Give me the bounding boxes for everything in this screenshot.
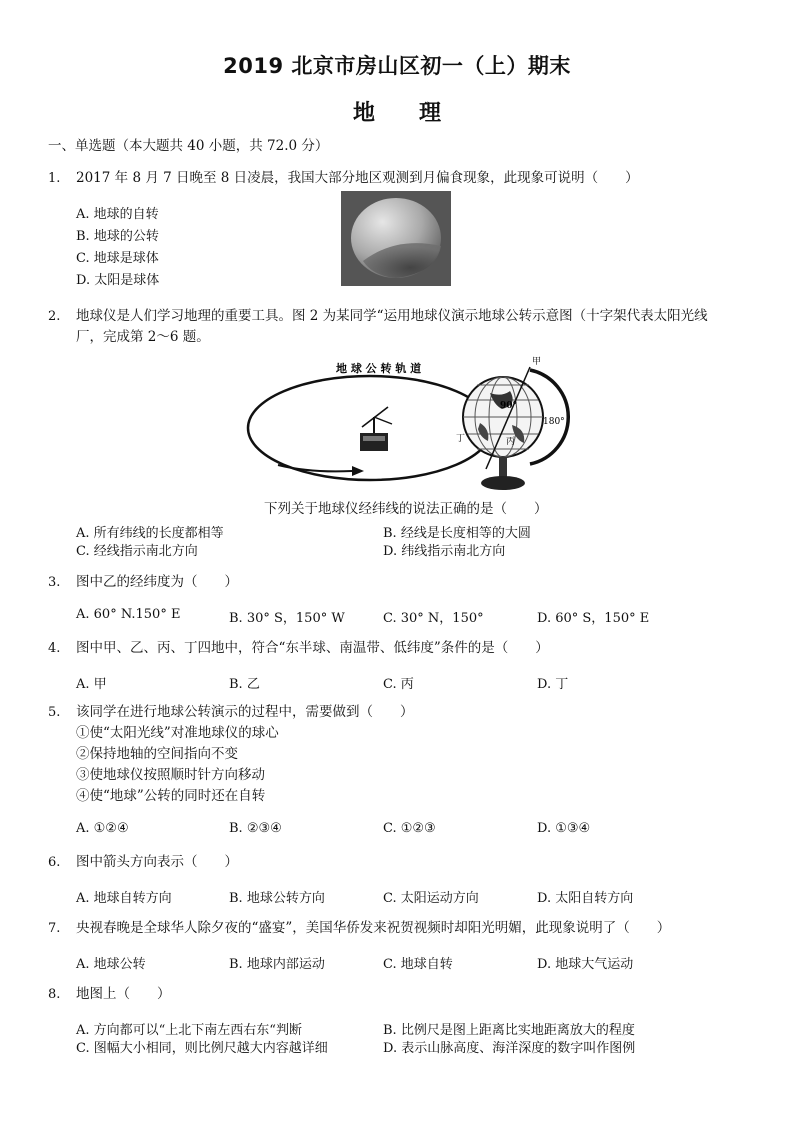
question-3-number: 3. — [48, 575, 61, 590]
moon-eclipse-photo — [341, 191, 451, 286]
earth-orbit-figure — [240, 345, 570, 500]
figure-label-ding: 丁 — [456, 434, 466, 444]
question-4-text: 图中甲、乙、丙、丁四地中，符合“东半球、南温带、低纬度”条件的是（ ） — [76, 640, 549, 656]
question-7-option-a: A. 地球公转 — [76, 957, 146, 972]
question-3-option-b: B. 30° S，150° W — [229, 611, 345, 626]
question-6-option-b: B. 地球公转方向 — [229, 891, 325, 906]
question-5-option-b: B. ②③④ — [229, 821, 282, 836]
question-6-option-a: A. 地球自转方向 — [76, 891, 172, 906]
question-2-option-c: C. 经线指示南北方向 — [76, 544, 198, 559]
question-8-number: 8. — [48, 987, 61, 1002]
question-6-option-c: C. 太阳运动方向 — [383, 891, 479, 906]
question-5-option-c: C. ①②③ — [383, 821, 436, 836]
question-3-option-d: D. 60° S，150° E — [537, 611, 650, 626]
question-4-option-a: A. 甲 — [76, 677, 107, 692]
figure-label-jia: 甲 — [532, 357, 542, 367]
subject-char-2: 理 — [419, 101, 442, 126]
question-2-option-b: B. 经线是长度相等的大圆 — [383, 526, 531, 541]
question-8-text: 地图上（ ） — [76, 986, 171, 1002]
question-2-option-d: D. 纬线指示南北方向 — [383, 544, 506, 559]
question-1-option-b: B. 地球的公转 — [76, 229, 159, 244]
question-4-option-c: C. 丙 — [383, 677, 414, 692]
question-2-number: 2. — [48, 309, 61, 324]
figure-label-90: 90° — [500, 401, 518, 411]
question-5-text: 该同学在进行地球公转演示的过程中，需要做到（ ） — [76, 704, 414, 720]
question-1-number: 1. — [48, 171, 61, 186]
question-8-option-a: A. 方向都可以“上北下南左西右东“判断 — [76, 1023, 302, 1038]
question-7-option-d: D. 地球大气运动 — [537, 957, 634, 972]
question-5-item-3: ③使地球仪按照顺时针方向移动 — [76, 767, 265, 783]
question-5-option-d: D. ①③④ — [537, 821, 591, 836]
question-2-option-a: A. 所有纬线的长度都相等 — [76, 526, 224, 541]
question-3-option-c: C. 30° N，150° — [383, 611, 484, 626]
question-2-text-line1: 地球仪是人们学习地理的重要工具。图 2 为某同学“运用地球仪演示地球公转示意图（十字架代表太阳光线 — [76, 308, 708, 324]
subject-char-1: 地 — [352, 101, 375, 126]
figure-label-bing: 丙 — [506, 437, 516, 447]
question-1-option-a: A. 地球的自转 — [76, 207, 159, 222]
question-5-item-1: ①使“太阳光线”对准地球仪的球心 — [76, 725, 279, 741]
subject-title — [0, 96, 794, 127]
question-8-option-c: C. 图幅大小相同，则比例尺越大内容越详细 — [76, 1041, 328, 1056]
exam-title: 2019 北京市房山区初一（上）期末 — [223, 54, 571, 78]
question-1-text: 2017 年 8 月 7 日晚至 8 日凌晨，我国大部分地区观测到月偏食现象，此现象可说明（ ） — [76, 170, 639, 186]
question-7-option-b: B. 地球内部运动 — [229, 957, 325, 972]
question-5-option-a: A. ①②④ — [76, 821, 129, 836]
question-4-number: 4. — [48, 641, 61, 656]
question-6-number: 6. — [48, 855, 61, 870]
question-4-option-d: D. 丁 — [537, 677, 569, 692]
question-8-option-b: B. 比例尺是图上距离比实地距离放大的程度 — [383, 1023, 635, 1038]
question-1-option-c: C. 地球是球体 — [76, 251, 159, 266]
question-6-option-d: D. 太阳自转方向 — [537, 891, 634, 906]
question-1-option-d: D. 太阳是球体 — [76, 273, 160, 288]
question-7-number: 7. — [48, 921, 61, 936]
question-7-option-c: C. 地球自转 — [383, 957, 453, 972]
question-4-option-b: B. 乙 — [229, 677, 260, 692]
question-7-text: 央视春晚是全球华人除夕夜的“盛宴”，美国华侨发来祝贺视频时却阳光明媚，此现象说明了（ ） — [76, 920, 671, 936]
question-5-item-4: ④使“地球”公转的同时还在自转 — [76, 788, 266, 804]
question-2-subquestion: 下列关于地球仪经纬线的说法正确的是（ ） — [264, 501, 548, 517]
question-2-text-line2: 厂，完成第 2～6 题。 — [76, 329, 210, 345]
question-6-text: 图中箭头方向表示（ ） — [76, 854, 238, 870]
figure-label-180: 180° — [543, 417, 565, 427]
question-5-number: 5. — [48, 705, 61, 720]
question-8-option-d: D. 表示山脉高度、海洋深度的数字叫作图例 — [383, 1041, 636, 1056]
question-3-text: 图中乙的经纬度为（ ） — [76, 574, 238, 590]
question-3-option-a: A. 60° N.150° E — [76, 607, 181, 622]
question-5-item-2: ②保持地轴的空间指向不变 — [76, 746, 238, 762]
figure-label-orbit: 地 球 公 转 轨 道 — [336, 362, 422, 375]
section-heading: 一、单选题（本大题共 40 小题，共 72.0 分） — [48, 138, 329, 154]
